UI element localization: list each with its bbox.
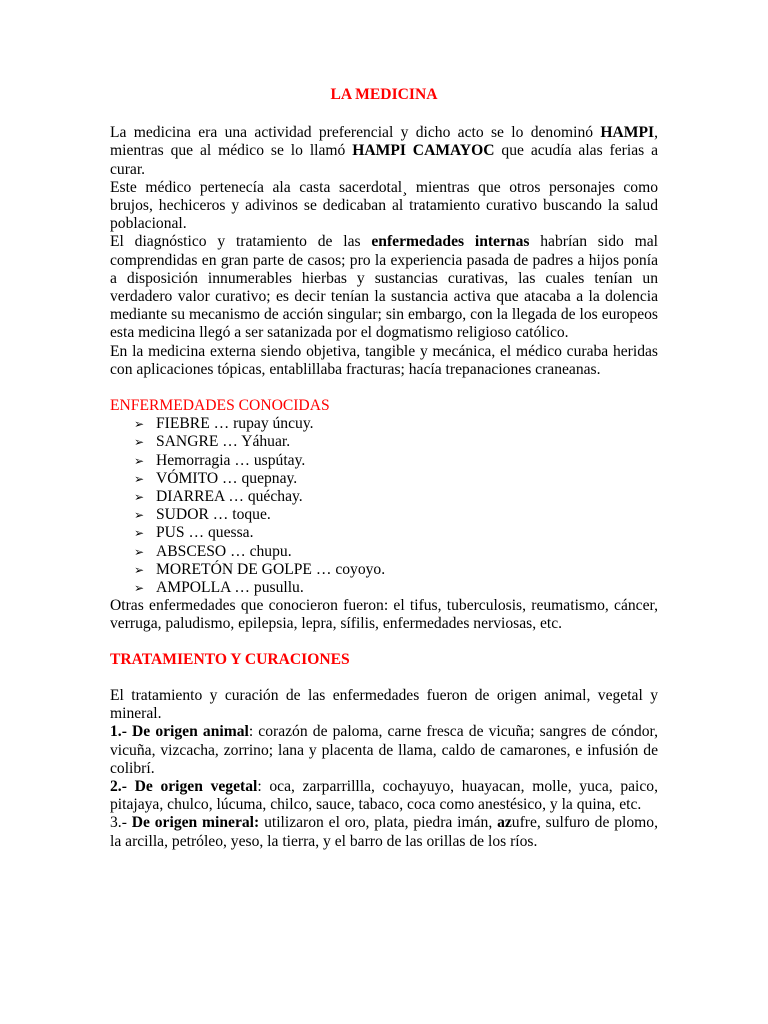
treatment-mineral-paragraph bbox=[110, 814, 658, 850]
arrow-bullet-icon: ➢ bbox=[134, 544, 145, 559]
list-item bbox=[134, 415, 658, 433]
disease-item-text: VÓMITO … quepnay. bbox=[156, 469, 298, 487]
list-item bbox=[134, 452, 658, 470]
disease-item-text: AMPOLLA … pusullu. bbox=[156, 579, 304, 597]
treatment-mineral-text-a: utilizaron el oro, plata, piedra imán, bbox=[259, 814, 498, 832]
treatment-mineral-text-c: ufre, sulfuro de plomo, la arcilla, petróleo, yeso, la tierra, y el barro de las orillas de los ríos. bbox=[110, 814, 658, 850]
list-item bbox=[134, 506, 658, 524]
arrow-bullet-icon: ➢ bbox=[134, 508, 145, 523]
arrow-bullet-icon: ➢ bbox=[134, 490, 145, 505]
disease-item-text: MORETÓN DE GOLPE … coyoyo. bbox=[156, 560, 386, 578]
treatment-mineral-text-b: az bbox=[497, 814, 512, 832]
document-title: LA MEDICINA bbox=[330, 86, 438, 103]
intro-p1-text-a: La medicina era una actividad preferencial y dicho acto se lo denominó bbox=[110, 124, 601, 142]
disease-item-text: ABSCESO … chupu. bbox=[156, 542, 292, 560]
list-item bbox=[134, 561, 658, 579]
treatment-intro-paragraph: El tratamiento y curación de las enfermedades fueron de origen animal, vegetal y mineral. bbox=[110, 686, 658, 723]
list-item bbox=[134, 488, 658, 506]
disease-item-text: Hemorragia … uspútay. bbox=[156, 451, 306, 469]
diseases-heading: ENFERMEDADES CONOCIDAS bbox=[110, 397, 330, 415]
document-page bbox=[110, 86, 658, 851]
arrow-bullet-icon: ➢ bbox=[134, 471, 145, 486]
treatment-animal-text: : corazón de paloma, carne fresca de vicuña; sangres de cóndor, vicuña, vizcacha, zorrino; lana y placenta de llama, caldo de camarones, e infusión de colibrí. bbox=[110, 723, 658, 777]
treatment-animal-label: 1.- De origen animal bbox=[110, 723, 249, 741]
arrow-bullet-icon: ➢ bbox=[134, 581, 145, 596]
list-item bbox=[134, 470, 658, 488]
intro-paragraph-4: En la medicina externa siendo objetiva, tangible y mecánica, el médico curaba heridas con aplicaciones tópicas, entablillaba fracturas; hacía trepanaciones craneanas. bbox=[110, 342, 658, 378]
arrow-bullet-icon: ➢ bbox=[134, 435, 145, 450]
treatment-vegetal-paragraph bbox=[110, 778, 658, 814]
disease-item-text: SANGRE … Yáhuar. bbox=[156, 433, 291, 451]
arrow-bullet-icon: ➢ bbox=[134, 417, 145, 432]
treatment-vegetal-text: : oca, zarparrillla, cochayuyo, huayacan, molle, yuca, paico, pitajaya, chulco, lúcuma, chilco, sauce, tabaco, coca como anestésico, y la quina, etc. bbox=[110, 777, 659, 814]
list-item bbox=[134, 579, 658, 597]
intro-p1-text-e: que acudía alas ferias a curar. bbox=[110, 142, 658, 178]
intro-paragraph-3 bbox=[110, 233, 658, 342]
disease-item-text: FIEBRE … rupay úncuy. bbox=[156, 415, 314, 433]
treatment-mineral-label: De origen mineral: bbox=[131, 814, 260, 832]
disease-item-text: SUDOR … toque. bbox=[156, 506, 271, 524]
treatment-heading: TRATAMIENTO Y CURACIONES bbox=[110, 650, 350, 668]
arrow-bullet-icon: ➢ bbox=[134, 453, 145, 468]
intro-paragraph-1 bbox=[110, 124, 658, 179]
list-item bbox=[134, 524, 658, 542]
intro-paragraph-2: Este médico pertenecía ala casta sacerdotal¸ mientras que otros personajes como brujos, hechiceros y adivinos se dedicaban al tratamiento curativo buscando la salud poblacional. bbox=[110, 178, 658, 233]
treatment-animal-paragraph bbox=[110, 723, 658, 778]
treatment-mineral-number: 3.- bbox=[110, 814, 132, 832]
list-item bbox=[134, 543, 658, 561]
arrow-bullet-icon: ➢ bbox=[134, 526, 145, 541]
intro-p3-term-internal: enfermedades internas bbox=[371, 233, 530, 251]
intro-p1-text-c: , mientras que al médico se lo llamó bbox=[110, 124, 658, 160]
treatment-vegetal-label: 2.- De origen vegetal bbox=[110, 777, 258, 795]
disease-item-text: DIARREA … quéchay. bbox=[156, 488, 303, 506]
diseases-list bbox=[110, 415, 658, 597]
disease-item-text: PUS … quessa. bbox=[156, 524, 254, 542]
intro-p1-term-hampi: HAMPI bbox=[600, 124, 655, 142]
intro-p3-text-a: El diagnóstico y tratamiento de las bbox=[110, 233, 372, 251]
arrow-bullet-icon: ➢ bbox=[134, 562, 145, 577]
list-item bbox=[134, 433, 658, 451]
intro-p1-term-hampi-camayoc: HAMPI CAMAYOC bbox=[352, 142, 495, 160]
other-diseases-paragraph: Otras enfermedades que conocieron fueron: el tifus, tuberculosis, reumatismo, cáncer, verruga, paludismo, epilepsia, lepra, sífilis, enfermedades nerviosas, etc. bbox=[110, 597, 658, 633]
intro-p3-text-c: habrían sido mal comprendidas en gran parte de casos; pro la experiencia pasada de padres a hijos ponía a disposición innumerables hierbas y sustancias curativas, las cuales tenían un verdadero valor curativo; es decir tenían la sustancia activa que atacaba a la dolencia mediante su mecanismo de acción singular; sin embargo, con la llegada de los europeos esta medicina llegó a ser satanizada por el dogmatismo religioso católico. bbox=[110, 233, 658, 342]
